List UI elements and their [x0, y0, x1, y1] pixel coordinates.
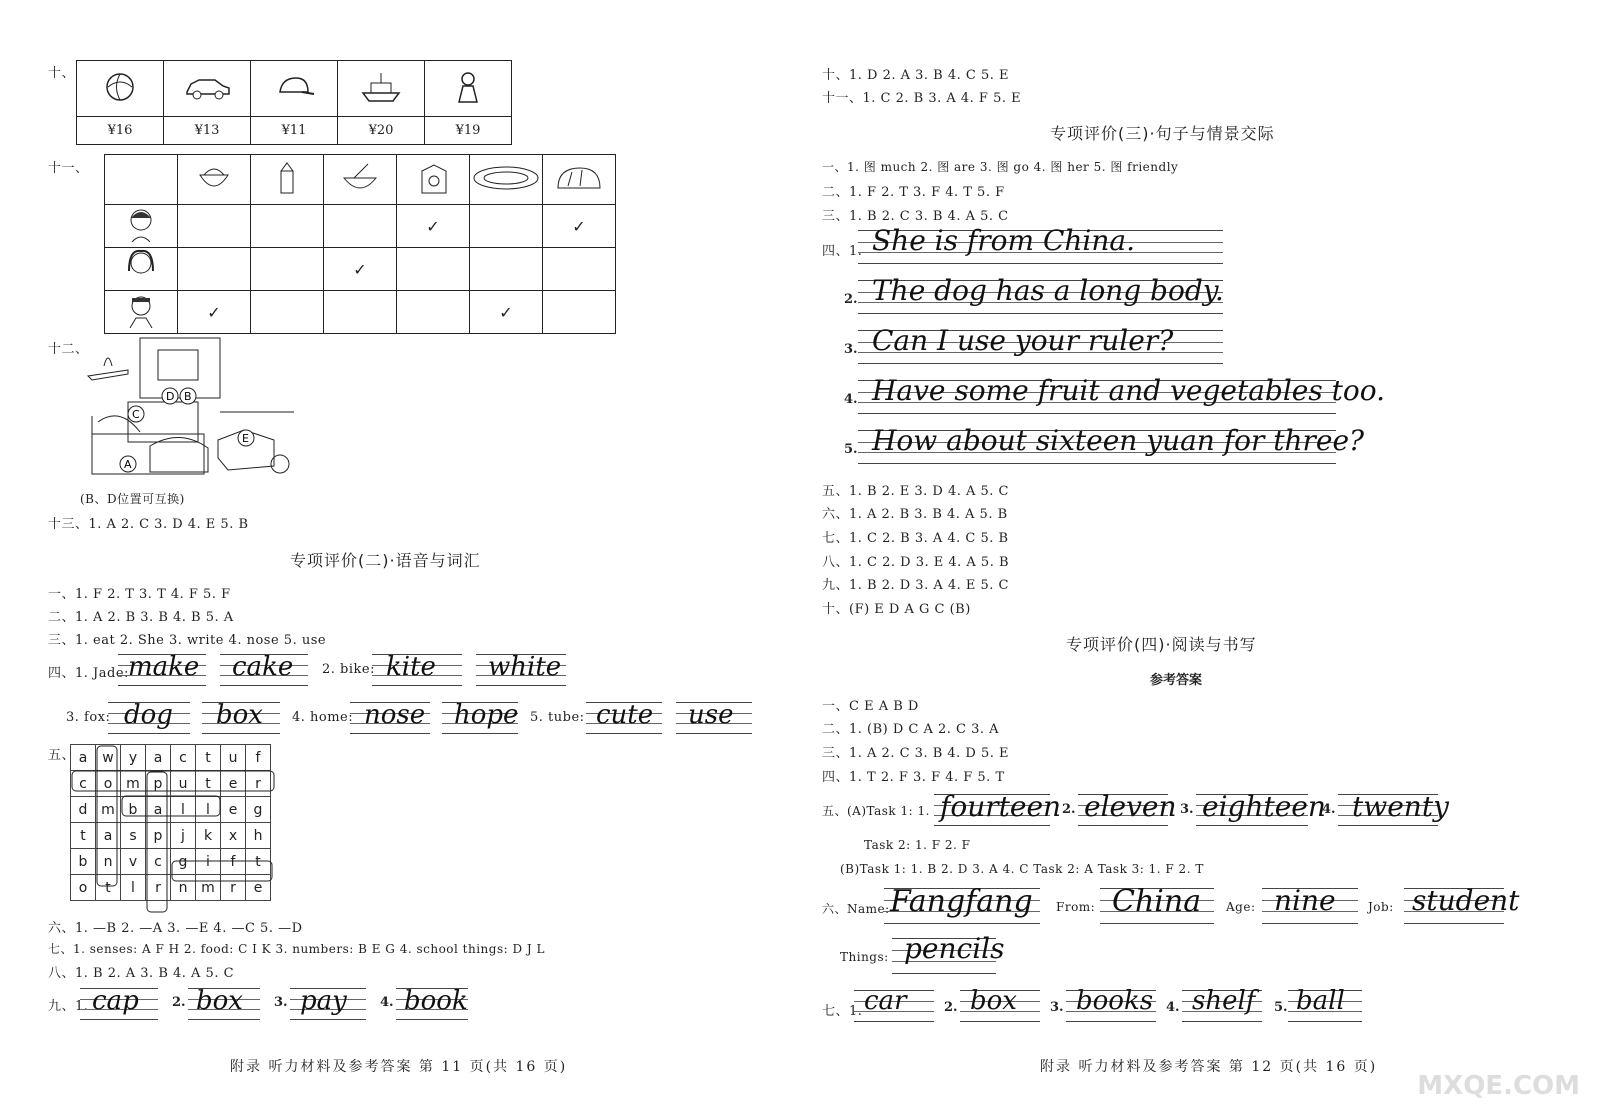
handwritten-word: dog: [124, 700, 173, 730]
rice-icon: [178, 155, 251, 205]
handwritten-sentence: Have some fruit and vegetables too.: [872, 374, 1386, 407]
s4-part3: 三、1. A 2. C 3. B 4. D 5. E: [822, 746, 1010, 761]
s3-part6: 六、1. A 2. B 3. B 4. A 5. B: [822, 507, 1008, 522]
grid-cell: m: [121, 771, 146, 797]
handwritten-sentence: She is from China.: [872, 224, 1136, 257]
grid-cell: m: [96, 797, 121, 823]
s3-part2: 二、1. F 2. T 3. F 4. T 5. F: [822, 185, 1005, 200]
grid-cell: e: [221, 771, 246, 797]
sec10-label: 十、: [48, 66, 76, 81]
sec12-note: (B、D位置可互换): [80, 492, 185, 506]
handwritten-word: eighteen: [1202, 790, 1326, 823]
food-row: [105, 291, 616, 334]
s2-part4-l5: 5. tube:: [530, 710, 585, 725]
item-number: 3.: [274, 995, 288, 1010]
check-cell: [543, 291, 616, 334]
grid-cell: j: [171, 823, 196, 849]
handwritten-word: make: [128, 652, 200, 682]
item-number: 4.: [1166, 1000, 1180, 1015]
noodles-icon: [324, 155, 397, 205]
grid-cell: p: [146, 771, 171, 797]
handwritten-word: book: [404, 986, 468, 1016]
s4-part6-things-label: Things:: [840, 950, 889, 964]
food-row: [105, 205, 616, 248]
section-title-3: 专项评价(三)·句子与情景交际: [1050, 124, 1275, 143]
s2-part6: 六、1. —B 2. —A 3. —E 4. —C 5. —D: [48, 921, 303, 936]
s4-part6-name-label: 六、Name:: [822, 902, 890, 916]
bedroom-illustration: [84, 336, 299, 486]
grid-cell: x: [221, 823, 246, 849]
food-row: [105, 248, 616, 291]
handwritten-word: ball: [1296, 986, 1345, 1016]
grid-cell: c: [71, 771, 96, 797]
item-number: 3.: [844, 342, 858, 357]
grid-cell: l: [196, 797, 221, 823]
handwritten-word: pay: [300, 986, 347, 1016]
s2-part4-l1: 四、1. Jade:: [48, 666, 129, 681]
grid-cell: g: [246, 797, 271, 823]
handwritten-word: box: [216, 700, 263, 730]
check-cell: [251, 248, 324, 291]
man-icon: [105, 291, 178, 334]
highlight-gift: [172, 861, 272, 881]
room-label-c: C: [132, 408, 140, 421]
check-cell: [251, 291, 324, 334]
item-number: 4.: [844, 392, 858, 407]
check-cell: [397, 291, 470, 334]
s3-part7: 七、1. C 2. B 3. A 4. C 5. B: [822, 531, 1009, 546]
ship-icon: [338, 61, 425, 117]
handwritten-word: use: [688, 700, 734, 730]
item-number: 5.: [844, 442, 858, 457]
s4-part1: 一、C E A B D: [822, 699, 919, 714]
handwritten-word: kite: [386, 652, 436, 682]
answer-key-subtitle: 参考答案: [1150, 673, 1203, 688]
item-number: 5.: [1274, 1000, 1288, 1015]
car-icon: [164, 61, 251, 117]
grid-cell: a: [146, 745, 171, 771]
s4-part6-job-label: Job:: [1368, 900, 1394, 914]
grid-cell: b: [121, 797, 146, 823]
cap-icon: [251, 61, 338, 117]
bread-icon: [543, 155, 616, 205]
page-footer: 附录 听力材料及参考答案 第 11 页(共 16 页): [230, 1059, 568, 1075]
handwritten-word: student: [1412, 884, 1520, 917]
handwritten-word: box: [196, 986, 243, 1016]
price: ¥11: [251, 117, 338, 145]
grid-cell: e: [221, 797, 246, 823]
handwritten-word: fourteen: [940, 790, 1062, 823]
check-cell: [470, 205, 543, 248]
grid-cell: g: [171, 849, 196, 875]
handwritten-word: books: [1076, 986, 1154, 1016]
s2-part1: 一、1. F 2. T 3. T 4. F 5. F: [48, 587, 231, 602]
s3-part9: 九、1. B 2. D 3. A 4. E 5. C: [822, 578, 1010, 593]
grid-cell: t: [246, 849, 271, 875]
s4-part5-label: 五、(A)Task 1: 1.: [822, 804, 930, 818]
fish-icon: [470, 155, 543, 205]
handwritten-word: cap: [92, 986, 139, 1016]
grid-cell: r: [221, 875, 246, 901]
handwritten-word: nose: [364, 700, 426, 730]
handwritten-word: white: [488, 652, 562, 682]
s4-part4: 四、1. T 2. F 3. F 4. F 5. T: [822, 770, 1005, 785]
grid-cell: d: [71, 797, 96, 823]
grid-cell: o: [71, 875, 96, 901]
handwritten-word: cake: [232, 652, 294, 682]
check-cell: ✓: [470, 291, 543, 334]
price: ¥16: [77, 117, 164, 145]
grid-cell: r: [146, 875, 171, 901]
grid-cell: f: [246, 745, 271, 771]
handwritten-word: car: [864, 986, 907, 1016]
doll-icon: [425, 61, 512, 117]
handwritten-sentence: The dog has a long body.: [872, 274, 1224, 307]
s4-part5-task2: Task 2: 1. F 2. F: [864, 838, 971, 852]
boy-icon: [105, 205, 178, 248]
grid-cell: v: [121, 849, 146, 875]
juice-icon: [397, 155, 470, 205]
blank-cell: [105, 155, 178, 205]
price: ¥19: [425, 117, 512, 145]
food-table: [104, 154, 616, 334]
check-cell: [397, 248, 470, 291]
grid-cell: t: [96, 875, 121, 901]
room-label-d: D: [166, 390, 175, 403]
grid-cell: c: [171, 745, 196, 771]
grid-cell: a: [96, 823, 121, 849]
sec13-answers: 十三、1. A 2. C 3. D 4. E 5. B: [48, 517, 249, 532]
s4-part2: 二、1. (B) D C A 2. C 3. A: [822, 722, 1000, 737]
s3-part8: 八、1. C 2. D 3. E 4. A 5. B: [822, 555, 1010, 570]
s4-part7-label: 七、1.: [822, 1004, 863, 1019]
handwritten-word: twenty: [1352, 790, 1449, 823]
page-footer: 附录 听力材料及参考答案 第 12 页(共 16 页): [1040, 1059, 1378, 1075]
handwritten-sentence: How about sixteen yuan for three?: [872, 424, 1365, 457]
s4-part5-b: (B)Task 1: 1. B 2. D 3. A 4. C Task 2: A Task 3: 1. F 2. T: [840, 862, 1204, 876]
girl-icon: [105, 248, 178, 291]
item-number: 2.: [844, 292, 858, 307]
handwritten-word: China: [1112, 884, 1202, 919]
highlight-ball: [122, 796, 220, 816]
grid-cell: w: [96, 745, 121, 771]
handwritten-word: cute: [596, 700, 654, 730]
check-cell: [178, 205, 251, 248]
handwritten-word: Fangfang: [890, 884, 1033, 919]
s4-part6-age-label: Age:: [1226, 900, 1256, 914]
highlight-woman: [97, 746, 117, 886]
grid-cell: l: [121, 875, 146, 901]
room-label-e: E: [242, 432, 249, 445]
grid-cell: n: [171, 875, 196, 901]
grid-cell: o: [96, 771, 121, 797]
s2-part5-label: 五、: [48, 748, 76, 763]
check-cell: ✓: [324, 248, 397, 291]
grid-cell: h: [246, 823, 271, 849]
check-cell: [178, 248, 251, 291]
ball-icon: [77, 61, 164, 117]
s2-part4-l3: 3. fox:: [66, 710, 111, 725]
check-cell: [543, 248, 616, 291]
check-cell: ✓: [397, 205, 470, 248]
section-title-4: 专项评价(四)·阅读与书写: [1066, 635, 1257, 654]
price-row: [77, 117, 512, 145]
grid-cell: t: [196, 771, 221, 797]
s4-part6-from-label: From:: [1056, 900, 1096, 914]
r-sec10: 十、1. D 2. A 3. B 4. C 5. E: [822, 68, 1010, 83]
grid-cell: l: [171, 797, 196, 823]
s2-part3: 三、1. eat 2. She 3. write 4. nose 5. use: [48, 633, 327, 648]
check-cell: [470, 248, 543, 291]
room-label-b: B: [184, 390, 192, 403]
grid-cell: p: [146, 823, 171, 849]
handwritten-word: hope: [454, 700, 519, 730]
highlight-computer: [72, 771, 274, 791]
grid-cell: y: [121, 745, 146, 771]
grid-cell: c: [146, 849, 171, 875]
grid-cell: t: [196, 745, 221, 771]
s2-part4-l2: 2. bike:: [322, 662, 375, 677]
grid-cell: u: [171, 771, 196, 797]
grid-cell: a: [71, 745, 96, 771]
s3-part1: 一、1. 图 much 2. 图 are 3. 图 go 4. 图 her 5. 图 friendly: [822, 160, 1179, 174]
price: ¥13: [164, 117, 251, 145]
s3-part5: 五、1. B 2. E 3. D 4. A 5. C: [822, 484, 1010, 499]
s2-part7: 七、1. senses: A F H 2. food: C I K 3. numbers: B E G 4. school things: D J L: [48, 942, 546, 956]
check-cell: ✓: [543, 205, 616, 248]
s3-part4-label: 四、1.: [822, 244, 863, 259]
grid-cell: s: [121, 823, 146, 849]
grid-cell: t: [71, 823, 96, 849]
item-number: 4.: [1322, 802, 1336, 817]
handwritten-word: pencils: [904, 932, 1005, 965]
grid-cell: f: [221, 849, 246, 875]
item-number: 4.: [380, 995, 394, 1010]
milk-icon: [251, 155, 324, 205]
grid-cell: k: [196, 823, 221, 849]
grid-cell: m: [196, 875, 221, 901]
grid-cell: a: [146, 797, 171, 823]
check-cell: [324, 291, 397, 334]
check-cell: ✓: [178, 291, 251, 334]
grid-cell: i: [196, 849, 221, 875]
s2-part2: 二、1. A 2. B 3. B 4. B 5. A: [48, 610, 234, 625]
handwritten-word: eleven: [1084, 790, 1177, 823]
item-number: 2.: [172, 995, 186, 1010]
word-search-highlights: [70, 744, 285, 914]
handwritten-word: box: [970, 986, 1017, 1016]
room-label-a: A: [124, 458, 132, 471]
s3-part3: 三、1. B 2. C 3. B 4. A 5. C: [822, 209, 1009, 224]
check-cell: [251, 205, 324, 248]
right-page: [800, 0, 1600, 1111]
grid-cell: r: [246, 771, 271, 797]
sec11-label: 十一、: [48, 161, 89, 176]
s3-part10: 十、(F) E D A G C (B): [822, 602, 971, 617]
watermark: MXQE.COM: [1417, 1071, 1580, 1101]
handwritten-word: shelf: [1192, 986, 1256, 1016]
r-sec11: 十一、1. C 2. B 3. A 4. F 5. E: [822, 91, 1022, 106]
item-number: 3.: [1050, 1000, 1064, 1015]
s2-part8: 八、1. B 2. A 3. B 4. A 5. C: [48, 966, 235, 981]
grid-cell: e: [246, 875, 271, 901]
check-cell: [324, 205, 397, 248]
grid-cell: u: [221, 745, 246, 771]
grid-cell: b: [71, 849, 96, 875]
highlight-paper: [147, 772, 167, 912]
grid-cell: n: [96, 849, 121, 875]
s2-part4-l4: 4. home:: [292, 710, 354, 725]
handwritten-word: nine: [1274, 884, 1336, 917]
sec12-label: 十二、: [48, 342, 89, 357]
item-number: 3.: [1180, 802, 1194, 817]
handwritten-sentence: Can I use your ruler?: [872, 324, 1174, 357]
price: ¥20: [338, 117, 425, 145]
item-number: 2.: [1062, 802, 1076, 817]
section-title-2: 专项评价(二)·语音与词汇: [290, 551, 481, 570]
s2-part9-label: 九、1.: [48, 999, 89, 1014]
price-table: [76, 60, 512, 145]
item-number: 2.: [944, 1000, 958, 1015]
